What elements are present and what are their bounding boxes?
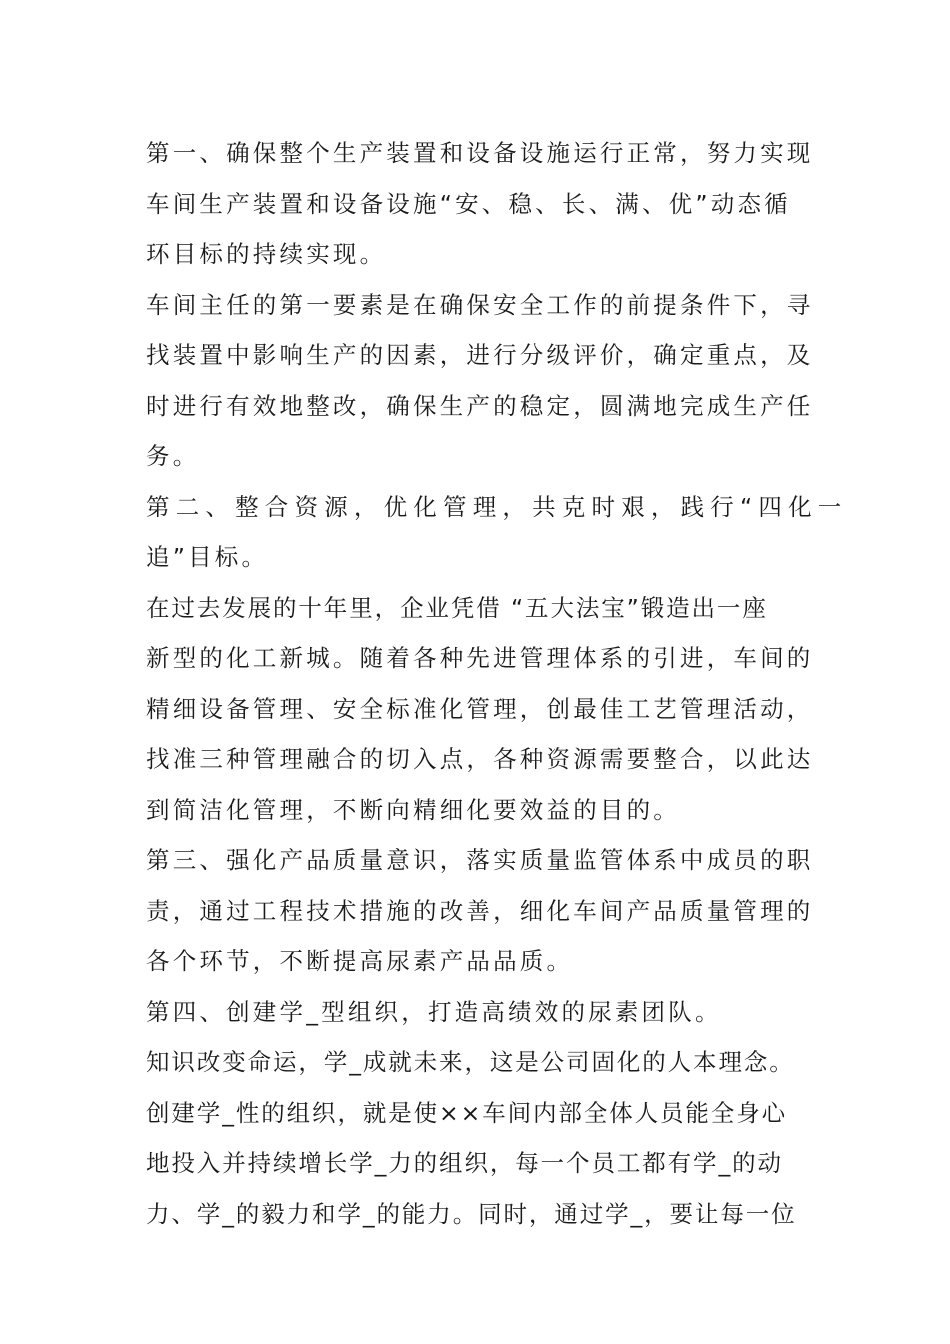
text-line: 车间生产装置和设备设施“安、稳、长、满、优”动态循 [146,189,791,218]
text-line: 第三、强化产品质量意识，落实质量监管体系中成员的职 [146,846,814,874]
text-line: 责，通过工程技术措施的改善，细化车间产品质量管理的 [146,896,814,925]
document-body [146,128,848,1239]
text-line: 找装置中影响生产的因素，进行分级评价，确定重点，及 [146,341,814,369]
text-line: 到简洁化管理，不断向精细化要效益的目的。 [146,795,680,824]
text-line: 第四、创建学_型组织，打造高绩效的尿素团队。 [146,997,722,1026]
text-line: 时进行有效地整改，确保生产的稳定，圆满地完成生产任 [146,391,814,420]
text-line: 车间主任的第一要素是在确保安全工作的前提条件下，寻 [146,290,814,319]
text-line: 创建学_性的组织，就是使××车间内部全体人员能全身心 [146,1098,788,1127]
text-line: 知识改变命运，学_成就未来，这是公司固化的人本理念。 [146,1048,795,1076]
text-line: 第二、整合资源，优化管理，共克时艰，践行“四化一 [146,492,848,521]
text-line: 各个环节，不断提高尿素产品品质。 [146,947,574,975]
text-line: 力、学_的毅力和学_的能力。同时，通过学_，要让每一位 [146,1199,797,1228]
text-line: 环目标的持续实现。 [146,240,387,268]
text-line: 地投入并持续增长学_力的组织，每一个员工都有学_的动 [146,1149,783,1177]
text-line: 在过去发展的十年里，企业凭借 “五大法宝”锻造出一座 [146,593,768,622]
text-line: 务。 [146,442,200,470]
text-line: 第一、确保整个生产装置和设备设施运行正常，努力实现 [146,139,814,167]
text-line: 精细设备管理、安全标准化管理，创最佳工艺管理活动， [146,694,814,723]
text-line: 新型的化工新城。随着各种先进管理体系的引进，车间的 [146,644,814,672]
text-line: 找准三种管理融合的切入点，各种资源需要整合，以此达 [146,745,814,773]
text-line: 追”目标。 [146,543,269,571]
